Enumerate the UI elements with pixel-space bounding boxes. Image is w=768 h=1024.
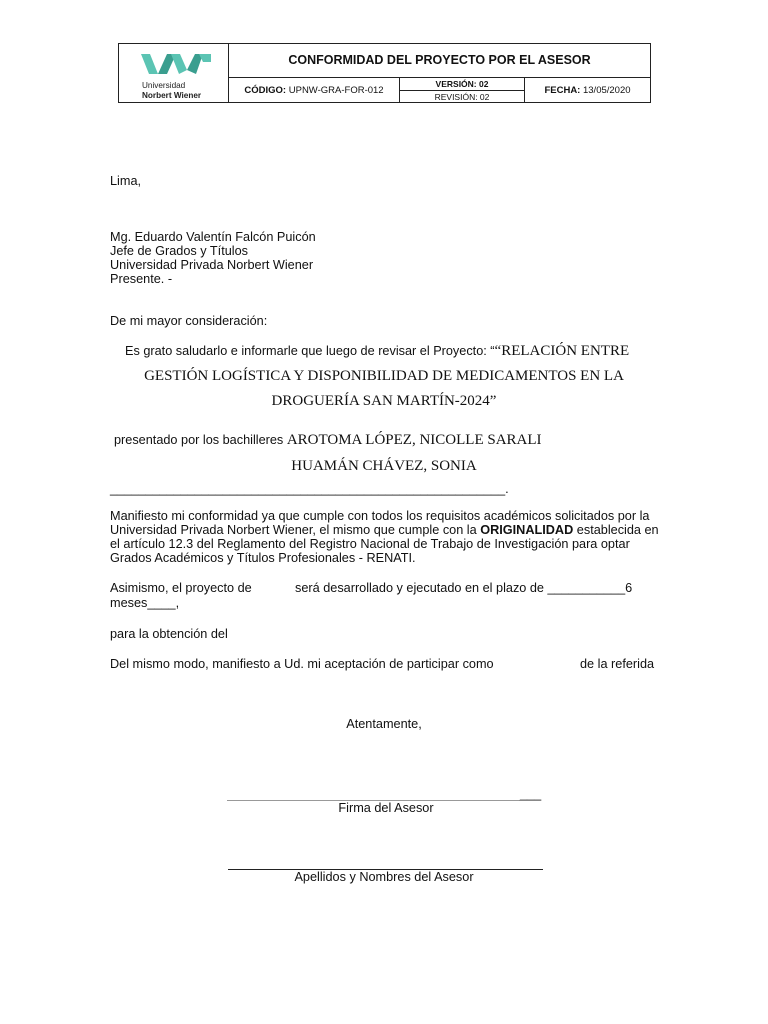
place-date: Lima, bbox=[110, 174, 142, 188]
fecha-cell bbox=[525, 78, 650, 103]
revision-label: REVISIÓN: 02 bbox=[434, 92, 490, 102]
students-line-2: HUAMÁN CHÁVEZ, SONIA bbox=[291, 458, 477, 474]
fecha-label: FECHA: bbox=[544, 85, 581, 96]
signature-label: Firma del Asesor bbox=[338, 801, 434, 815]
recipient-name: Mg. Eduardo Valentín Falcón Puicón bbox=[110, 230, 316, 244]
conformity-text-1: Manifiesto mi conformidad ya que cumple con todos los requisitos académicos solicitados por la Universidad Privada Norbert Wiener, el mismo que cumple con la bbox=[110, 509, 650, 537]
codigo-label: CÓDIGO: bbox=[244, 85, 287, 96]
salutation: De mi mayor consideración: bbox=[110, 314, 268, 328]
version-label: VERSIÓN: 02 bbox=[400, 78, 524, 91]
university-logo-icon bbox=[141, 50, 216, 78]
plazo-text-b: será desarrollado y ejecutado en el plazo de ___________6 bbox=[295, 581, 633, 595]
logo-text bbox=[142, 81, 201, 100]
project-title-line-1: “RELACIÓN ENTRE bbox=[494, 343, 630, 359]
recipient-role: Jefe de Grados y Títulos bbox=[110, 244, 248, 258]
intro-text: Es grato saludarlo e informarle que luego de revisar el Proyecto: “ bbox=[125, 344, 495, 358]
plazo-text-c: meses____, bbox=[110, 596, 180, 610]
students-line-1: AROTOMA LÓPEZ, NICOLLE SARALI bbox=[286, 432, 542, 448]
blank-line: ________________________________________________________. bbox=[110, 482, 509, 496]
version-cell bbox=[400, 78, 525, 103]
presented-by: presentado por los bachilleres bbox=[114, 433, 284, 447]
recipient-present: Presente. - bbox=[110, 272, 173, 286]
document-header bbox=[118, 43, 651, 103]
intro-line bbox=[125, 344, 629, 358]
plazo-text-a: Asimismo, el proyecto de bbox=[110, 581, 252, 595]
obtencion-text: para la obtención del bbox=[110, 627, 228, 641]
logo-line-2: Norbert Wiener bbox=[142, 90, 202, 100]
conformity-text-2: establecida en el artículo 12.3 del Reglamento del Registro Nacional de Trabajo de Investigación para optar Grados Académicos y Títulos Profesionales - RENATI. bbox=[110, 523, 659, 565]
fecha-value: 13/05/2020 bbox=[582, 85, 631, 96]
codigo-value: UPNW-GRA-FOR-012 bbox=[288, 85, 384, 96]
codigo-cell bbox=[229, 78, 400, 103]
presented-line bbox=[114, 433, 542, 447]
closing: Atentamente, bbox=[346, 717, 422, 731]
project-title-line-3: DROGUERÍA SAN MARTÍN-2024” bbox=[271, 393, 497, 409]
adviser-name-label: Apellidos y Nombres del Asesor bbox=[294, 870, 474, 884]
project-title-line-2: GESTIÓN LOGÍSTICA Y DISPONIBILIDAD DE MEDICAMENTOS EN LA bbox=[144, 368, 624, 384]
logo-cell bbox=[119, 44, 229, 102]
originalidad-text: ORIGINALIDAD bbox=[480, 523, 574, 537]
conformity-paragraph bbox=[110, 509, 662, 565]
signature-underscore: ___ bbox=[520, 787, 542, 801]
document-title: CONFORMIDAD DEL PROYECTO POR EL ASESOR bbox=[229, 44, 650, 78]
logo-line-1: Universidad bbox=[142, 81, 186, 90]
recipient-org: Universidad Privada Norbert Wiener bbox=[110, 258, 314, 272]
modo-text-b: de la referida bbox=[580, 657, 655, 671]
modo-text-a: Del mismo modo, manifiesto a Ud. mi aceptación de participar como bbox=[110, 657, 494, 671]
